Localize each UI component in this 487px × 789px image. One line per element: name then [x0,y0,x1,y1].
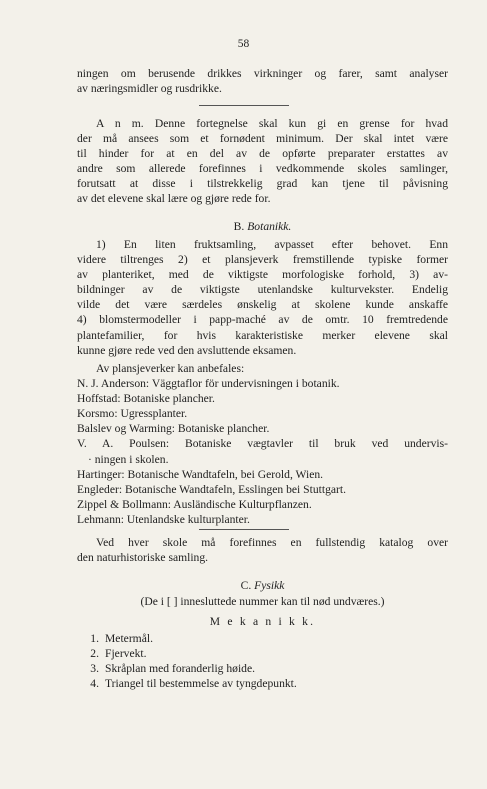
text-line: kunne gjøre rede ved den avsluttende eksamen. [77,343,297,357]
text-line: av planteriket, med de viktigste morfologiske forhold, 3) av- [77,268,448,282]
text-line: plantefamilier, for hvis karakteristiske merker elevene skal [77,328,448,342]
intro-paragraph [77,66,448,96]
text-line: 1) En liten fruktsamling, avpasset efter behovet. Enn [96,238,448,251]
text-line: av næringsmidler og rusdrikke. [77,82,222,96]
list-item: Korsmo: Ugressplanter. [77,407,188,421]
list-item: 1. Metermål. [90,632,153,645]
list-item: Zippel & Bollmann: Ausländische Kulturpflanzen. [77,497,312,511]
list-item: Hoffstad: Botaniske plancher. [77,392,215,406]
text-line: A n m. Denne fortegnelse skal kun gi en grense for hvad [96,117,449,130]
section-heading-c [77,578,448,593]
list-item: Balslev og Warming: Botaniske plancher. [77,422,270,436]
section-note: (De i [ ] innesluttede nummer kan til nød undværes.) [140,595,385,608]
text-line: til hinder for at en del av de opførte preparater erstattes av [77,147,448,161]
list-item: Engleder: Botanische Wandtafeln, Esslingen bei Stuttgart. [77,482,346,496]
text-line: forutsatt at disse i tilstrekkelig grad kan tjene til påvisning [77,177,448,191]
section-letter: C. [240,579,252,592]
text-line: andre som allerede forefinnes i vedkommende skoles samlinger, [77,162,448,176]
mekanikk-list [77,631,448,691]
list-intro: Av plansjeverker kan anbefales: [96,362,245,375]
text-line: av det elevene skal lære og gjøre rede for. [77,192,271,206]
list-item: Hartinger: Botanische Wandtafeln, bei Gerold, Wien. [77,467,324,481]
section-title: Fysikk [254,579,285,592]
list-item: 3. Skråplan med foranderlig høide. [90,662,256,676]
list-item: · ningen i skolen. [88,452,169,466]
list-item: Lehmann: Utenlandske kulturplanter. [77,512,250,526]
text-line: vilde det være særdeles ønskelig at skolene kunde anskaffe [77,298,448,312]
note-label: A n m. [96,117,144,130]
section-heading-b [77,219,448,234]
plansje-list [77,361,448,527]
list-item: 2. Fjervekt. [90,647,147,661]
text-line: den naturhistoriske samling. [77,551,209,565]
divider [199,529,289,530]
section-title: Botanikk. [247,220,292,233]
text-line: 4) blomstermodeller i papp-maché av de omtr. 10 fremtredende [77,313,448,327]
list-item: N. J. Anderson: Väggtaflor för undervisningen i botanik. [77,377,340,391]
list-item: V. A. Poulsen: Botaniske vægtavler til bruk ved undervis- [77,437,448,451]
katalog-paragraph [77,535,448,565]
text-line: Ved hver skole må forefinnes en fullstendig katalog over [96,536,448,549]
section-letter: B. [233,220,245,233]
text-line: ningen om berusende drikkes virkninger og farer, samt analyser [77,67,448,80]
page-number: 58 [237,38,250,50]
subsection-heading: M e k a n i k k. [209,615,316,628]
list-item: 4. Triangel til bestemmelse av tyngdepunkt. [90,677,297,691]
text-line: der må ansees som et fornødent minimum. Der skal intet være [77,132,448,146]
botanikk-paragraph [77,237,448,358]
text-line: videre tiltrenges 2) et plansjeverk fremstillende typiske former [77,253,448,267]
divider [199,105,289,106]
note-paragraph [77,116,448,207]
text-line: bildninger av de viktigste utenlandske kulturvekster. Endelig [77,283,448,297]
